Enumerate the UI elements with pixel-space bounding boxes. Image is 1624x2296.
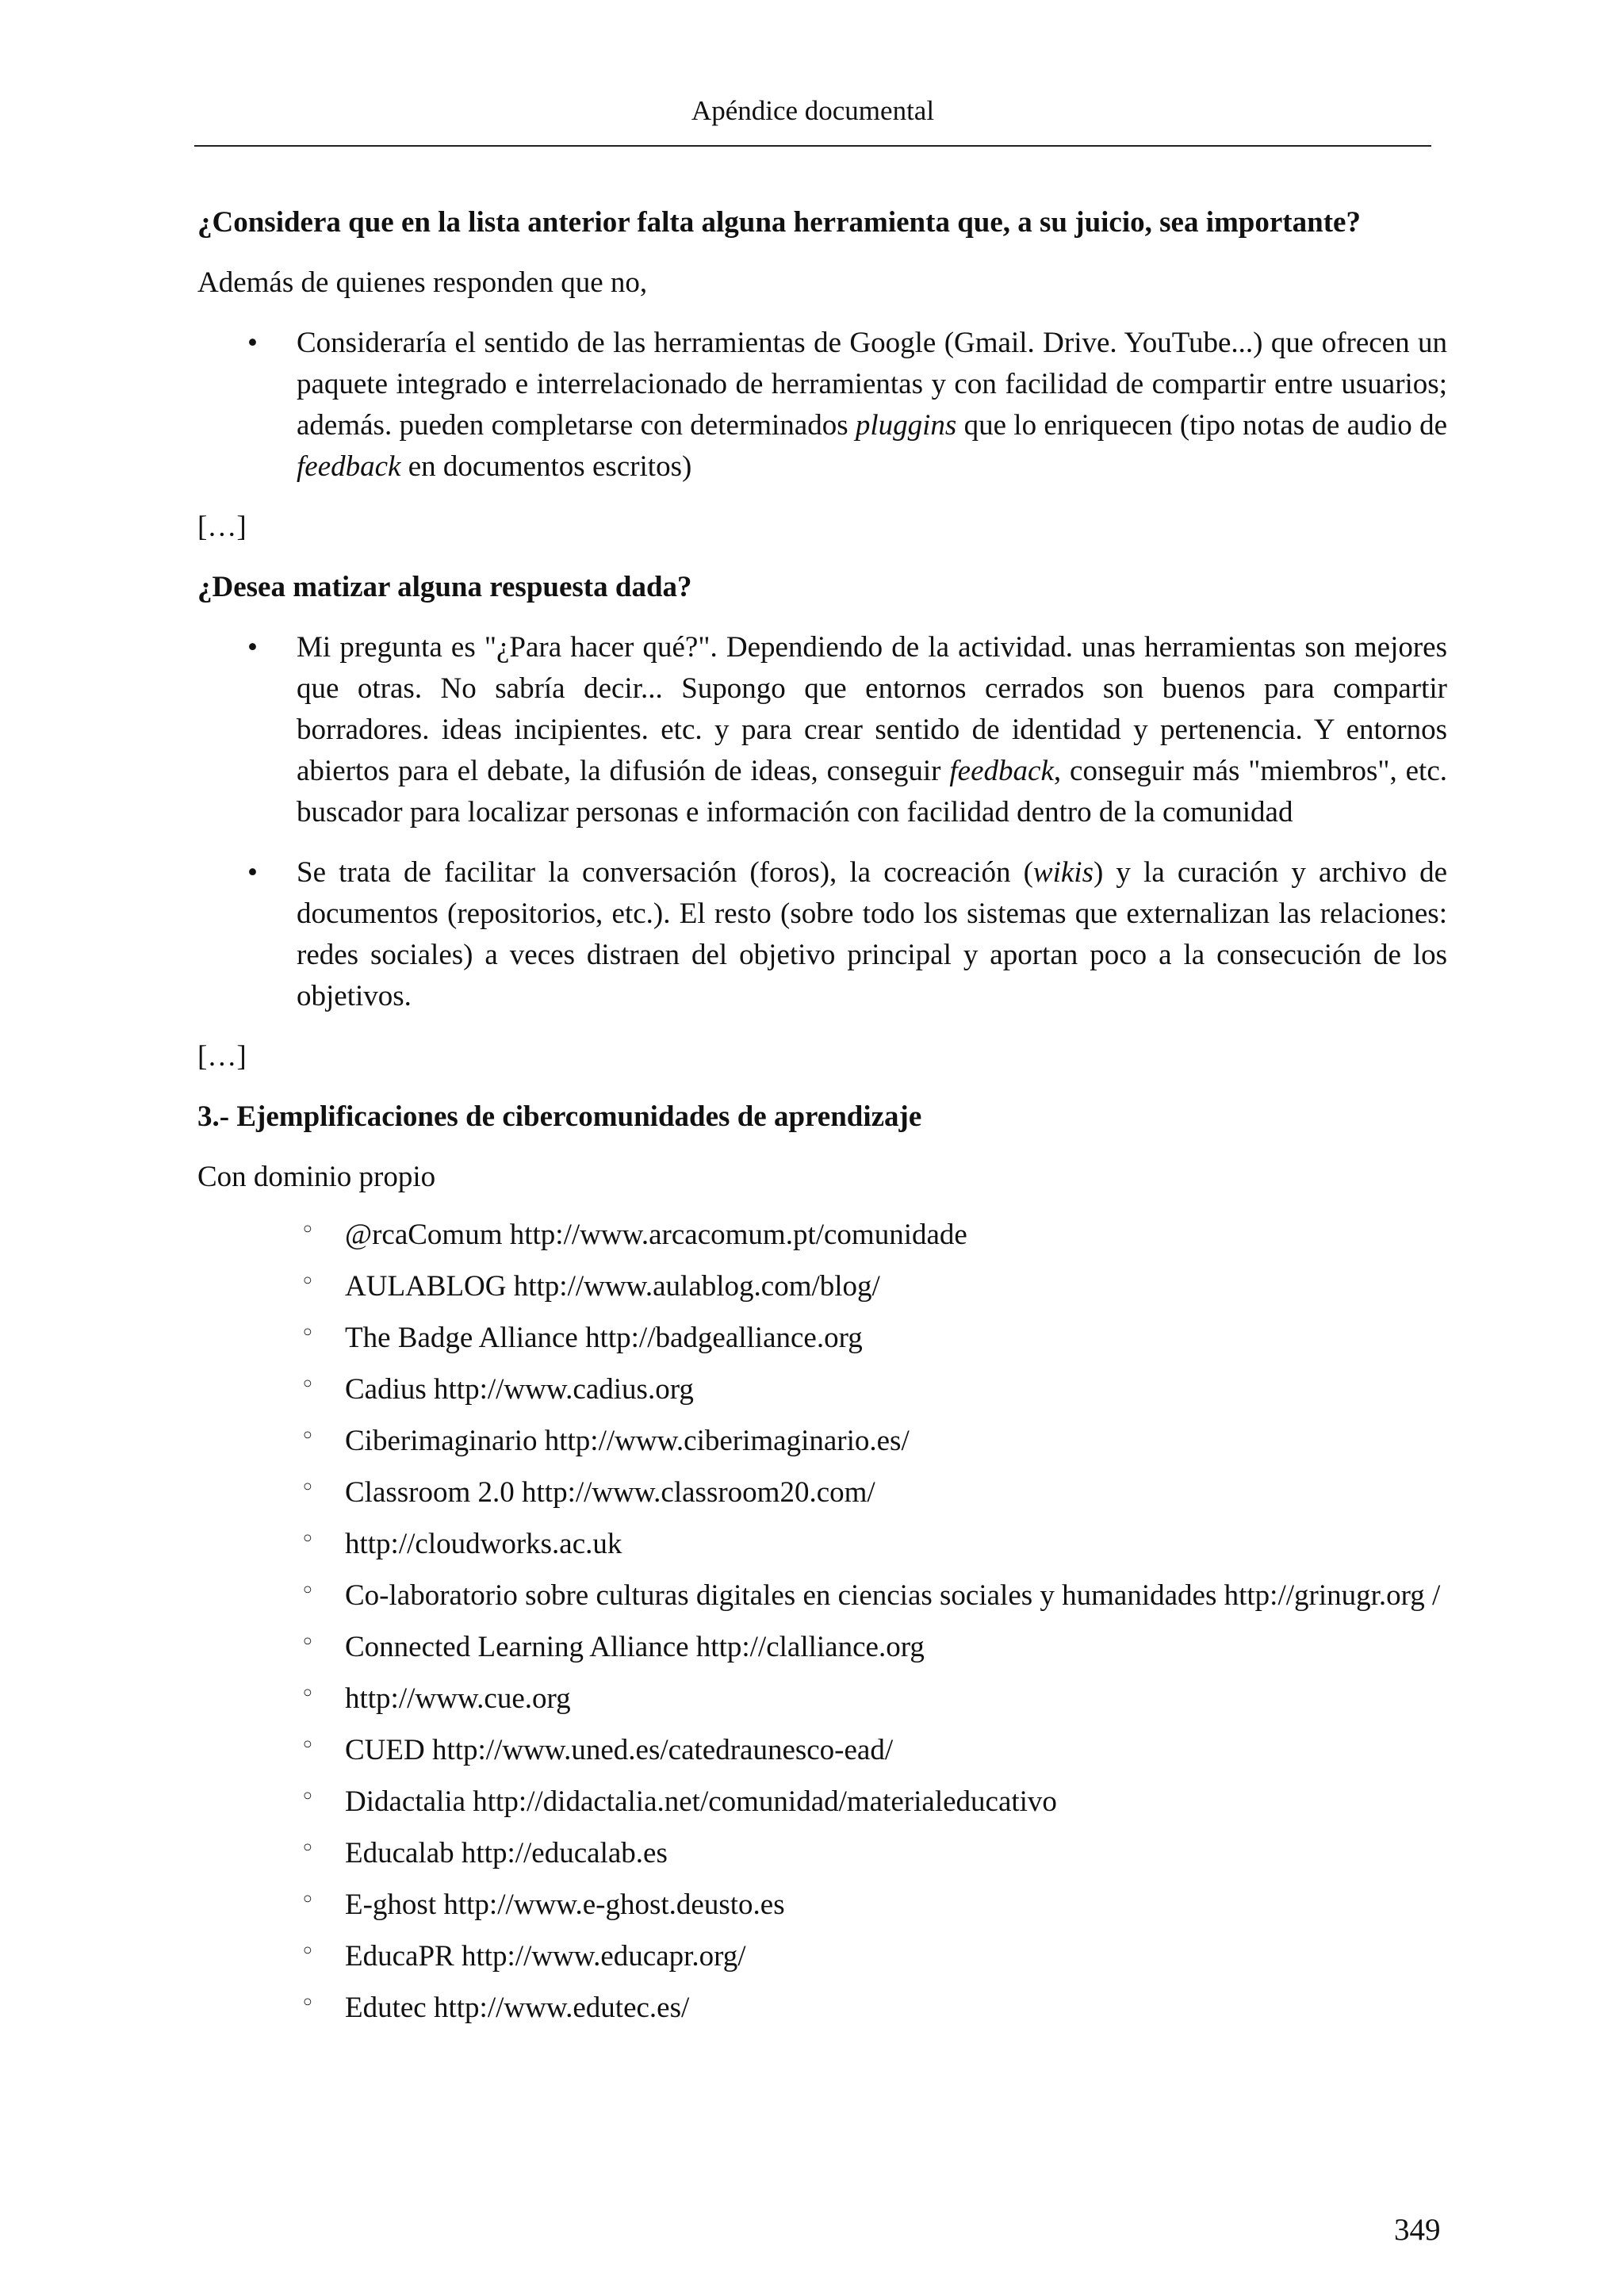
circle-bullet-icon: ◦ bbox=[301, 1783, 315, 1811]
list-item bbox=[197, 1415, 1447, 1467]
community-link-text: Ciberimaginario http://www.ciberimaginario.es/ bbox=[345, 1425, 910, 1457]
list-item bbox=[197, 1673, 1447, 1724]
circle-bullet-icon: ◦ bbox=[301, 1732, 315, 1759]
community-link-text: Classroom 2.0 http://www.classroom20.com/ bbox=[345, 1476, 875, 1509]
community-link-text: Connected Learning Alliance http://clalliance.org bbox=[345, 1631, 925, 1663]
circle-bullet-icon: ◦ bbox=[301, 1577, 315, 1605]
header-rule bbox=[194, 145, 1431, 147]
list-item bbox=[197, 1931, 1447, 1982]
circle-bullet-icon: ◦ bbox=[301, 1371, 315, 1399]
list-item bbox=[197, 1827, 1447, 1879]
circle-bullet-icon: ◦ bbox=[301, 1680, 315, 1708]
community-links-list bbox=[197, 1209, 1447, 2034]
list-item bbox=[197, 1982, 1447, 2034]
community-link-text: EducaPR http://www.educapr.org/ bbox=[345, 1940, 746, 1973]
bullet-icon: • bbox=[247, 327, 258, 359]
community-link-text: CUED http://www.uned.es/catedraunesco-ead/ bbox=[345, 1734, 894, 1766]
list-item bbox=[197, 1209, 1447, 1261]
community-link-text: @rcaComum http://www.arcacomum.pt/comunidade bbox=[345, 1219, 967, 1251]
answers-list-1 bbox=[197, 323, 1447, 488]
running-header: Apéndice documental bbox=[691, 95, 935, 126]
page-content bbox=[197, 202, 1447, 2034]
circle-bullet-icon: ◦ bbox=[301, 1319, 315, 1347]
list-item bbox=[197, 1518, 1447, 1570]
community-link-text: Edutec http://www.edutec.es/ bbox=[345, 1992, 690, 2024]
circle-bullet-icon: ◦ bbox=[301, 1886, 315, 1914]
list-item bbox=[197, 1261, 1447, 1312]
section-subheading: Con dominio propio bbox=[197, 1161, 436, 1193]
list-item bbox=[197, 1570, 1447, 1621]
community-link-text: Educalab http://educalab.es bbox=[345, 1837, 668, 1869]
question-nuance: ¿Desea matizar alguna respuesta dada? bbox=[197, 571, 692, 603]
list-item bbox=[197, 1364, 1447, 1415]
list-item: • Mi pregunta es "¿Para hacer qué?". Dependiendo de la actividad. unas herramientas son mejores que otras. No sabría decir... Supongo que entornos cerrados son buenos para compartir borradores. ideas incipientes. etc. y para crear sentido de identidad y pertenencia. Y entornos abiertos para el debate, la difusión de ideas, conseguir feedback, conseguir más "miembros", etc. buscador para localizar personas e información con facilidad dentro de la comunidad bbox=[197, 627, 1447, 833]
list-item bbox=[197, 1776, 1447, 1827]
circle-bullet-icon: ◦ bbox=[301, 1216, 315, 1244]
list-item bbox=[197, 1312, 1447, 1364]
community-link-text: Cadius http://www.cadius.org bbox=[345, 1373, 694, 1406]
list-item bbox=[197, 1467, 1447, 1518]
community-link-text: The Badge Alliance http://badgealliance.org bbox=[345, 1322, 863, 1354]
community-link-text: http://cloudworks.ac.uk bbox=[345, 1528, 622, 1560]
bullet-icon: • bbox=[247, 631, 258, 664]
circle-bullet-icon: ◦ bbox=[301, 1989, 315, 2017]
circle-bullet-icon: ◦ bbox=[301, 1268, 315, 1295]
bullet-icon: • bbox=[247, 856, 258, 889]
circle-bullet-icon: ◦ bbox=[301, 1422, 315, 1450]
community-link-text: Didactalia http://didactalia.net/comunidad/materialeducativo bbox=[345, 1785, 1057, 1818]
circle-bullet-icon: ◦ bbox=[301, 1474, 315, 1502]
list-item: • Se trata de facilitar la conversación (foros), la cocreación (wikis) y la curación y archivo de documentos (repositorios, etc.). El resto (sobre todo los sistemas que externalizan las relaciones: redes sociales) a veces distraen del objetivo principal y aportan poco a la consecución de los objetivos. bbox=[197, 852, 1447, 1017]
list-item bbox=[197, 1879, 1447, 1931]
ellipsis-2: […] bbox=[197, 1040, 247, 1073]
circle-bullet-icon: ◦ bbox=[301, 1525, 315, 1553]
answers-list-2 bbox=[197, 627, 1447, 1017]
ellipsis-1: […] bbox=[197, 511, 247, 543]
community-link-text: http://www.cue.org bbox=[345, 1682, 571, 1715]
list-item bbox=[197, 1621, 1447, 1673]
section-heading: 3.- Ejemplificaciones de cibercomunidades de aprendizaje bbox=[197, 1100, 922, 1133]
question-missing-tool: ¿Considera que en la lista anterior falta alguna herramienta que, a su juicio, sea importante? bbox=[197, 206, 1361, 239]
circle-bullet-icon: ◦ bbox=[301, 1835, 315, 1862]
list-item: • Consideraría el sentido de las herramientas de Google (Gmail. Drive. YouTube...) que ofrecen un paquete integrado e interrelacionado de herramientas y con facilidad de compartir entre usuarios; además. pueden completarse con determinados pluggins que lo enriquecen (tipo notas de audio de feedback en documentos escritos) bbox=[197, 323, 1447, 488]
community-link-text: E-ghost http://www.e-ghost.deusto.es bbox=[345, 1888, 785, 1921]
list-item bbox=[197, 1724, 1447, 1776]
community-link-text: Co-laboratorio sobre culturas digitales en ciencias sociales y humanidades http://grinugr.org / bbox=[345, 1579, 1441, 1612]
circle-bullet-icon: ◦ bbox=[301, 1938, 315, 1965]
community-link-text: AULABLOG http://www.aulablog.com/blog/ bbox=[345, 1270, 880, 1303]
intro-paragraph: Además de quienes responden que no, bbox=[197, 266, 648, 299]
circle-bullet-icon: ◦ bbox=[301, 1628, 315, 1656]
page-number: 349 bbox=[1394, 2213, 1441, 2247]
